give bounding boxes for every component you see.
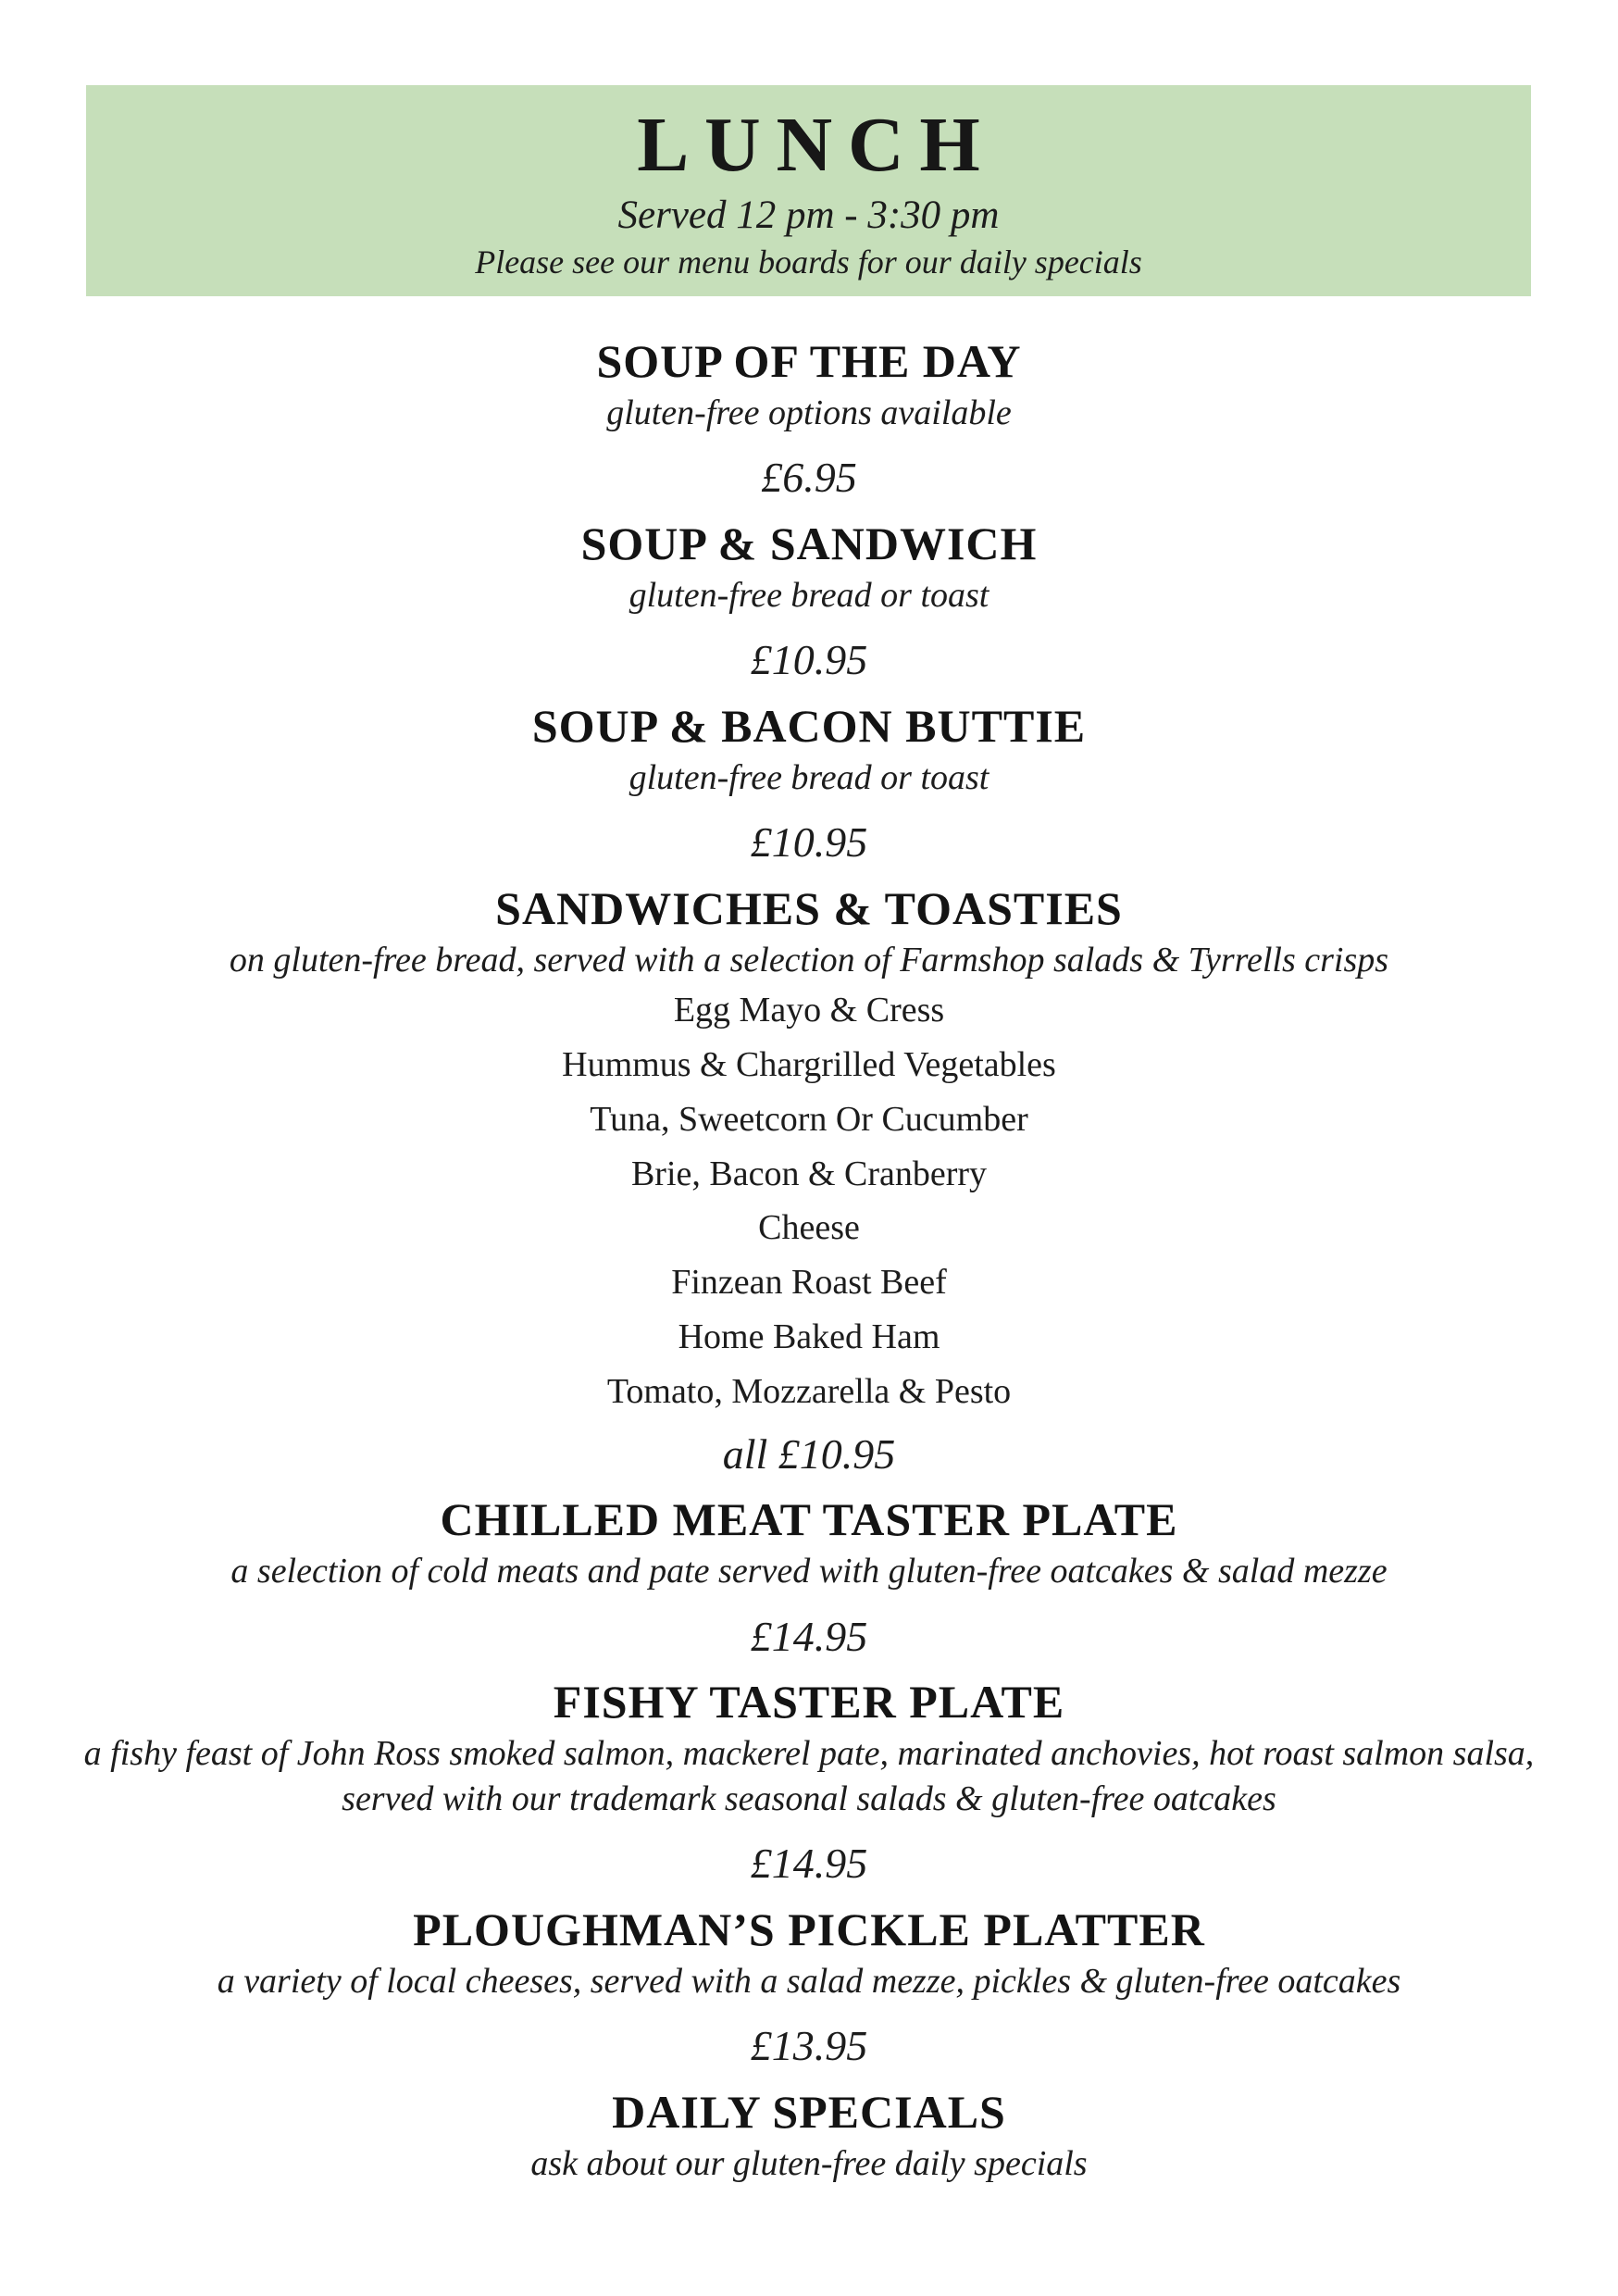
section-subtitle: a variety of local cheeses, served with a salad mezze, pickles & gluten-free oatcakes [217, 1961, 1401, 2001]
menu-item: Home Baked Ham [678, 1316, 940, 1356]
section-subtitle: ask about our gluten-free daily specials [530, 2143, 1088, 2183]
section-price: £10.95 [750, 636, 868, 684]
section-sandwiches-and-toasties [0, 882, 1618, 1479]
section-title: PLOUGHMAN’S PICKLE PLATTER [413, 1903, 1205, 1956]
menu-item: Tuna, Sweetcorn Or Cucumber [590, 1099, 1028, 1139]
daily-specials-note: Please see our menu boards for our daily specials [475, 243, 1142, 281]
section-title: SANDWICHES & TOASTIES [495, 882, 1123, 935]
section-soup-and-bacon-buttie [0, 700, 1618, 867]
section-title: SOUP & SANDWICH [580, 518, 1038, 570]
menu-title: LUNCH [637, 101, 996, 188]
menu-item: Finzean Roast Beef [671, 1263, 947, 1303]
section-title: SOUP OF THE DAY [596, 335, 1022, 387]
section-soup-of-the-day [0, 335, 1618, 503]
serving-hours: Served 12 pm - 3:30 pm [617, 193, 1000, 237]
section-chilled-meat-taster-plate [0, 1493, 1618, 1661]
section-subtitle: gluten-free options available [606, 393, 1012, 432]
section-subtitle: on gluten-free bread, served with a selection of Farmshop salads & Tyrrells crisps [229, 940, 1389, 980]
menu-item: Hummus & Chargrilled Vegetables [562, 1044, 1056, 1084]
section-title: DAILY SPECIALS [612, 2086, 1006, 2139]
section-price: £14.95 [750, 1840, 868, 1888]
section-price: £10.95 [750, 818, 868, 867]
section-price: £13.95 [750, 2022, 868, 2070]
section-title: SOUP & BACON BUTTIE [531, 700, 1087, 753]
section-subtitle: gluten-free bread or toast [629, 575, 989, 615]
section-soup-and-sandwich [0, 518, 1618, 685]
section-daily-specials [0, 2086, 1618, 2186]
menu-item: Tomato, Mozzarella & Pesto [606, 1371, 1012, 1411]
sandwich-list [0, 992, 1618, 1411]
section-subtitle: gluten-free bread or toast [629, 757, 989, 797]
section-price: £14.95 [750, 1612, 868, 1660]
section-fishy-taster-plate [0, 1676, 1618, 1889]
section-title: CHILLED MEAT TASTER PLATE [440, 1493, 1178, 1546]
menu-item: Brie, Bacon & Cranberry [630, 1154, 988, 1193]
section-subtitle: a fishy feast of John Ross smoked salmon, mackerel pate, marinated anchovies, hot roast salmon salsa, served with our trademark seasonal salads & gluten-free oatcakes [83, 1733, 1535, 1818]
menu-item: Egg Mayo & Cress [673, 991, 945, 1030]
section-price: £6.95 [761, 454, 857, 502]
menu-header [86, 85, 1531, 296]
section-price: all £10.95 [722, 1429, 896, 1478]
section-title: FISHY TASTER PLATE [553, 1676, 1065, 1728]
menu-item: Cheese [758, 1208, 860, 1248]
section-subtitle: a selection of cold meats and pate served with gluten-free oatcakes & salad mezze [230, 1551, 1388, 1591]
menu-body [0, 296, 1618, 2186]
section-ploughmans-pickle-platter [0, 1903, 1618, 2071]
